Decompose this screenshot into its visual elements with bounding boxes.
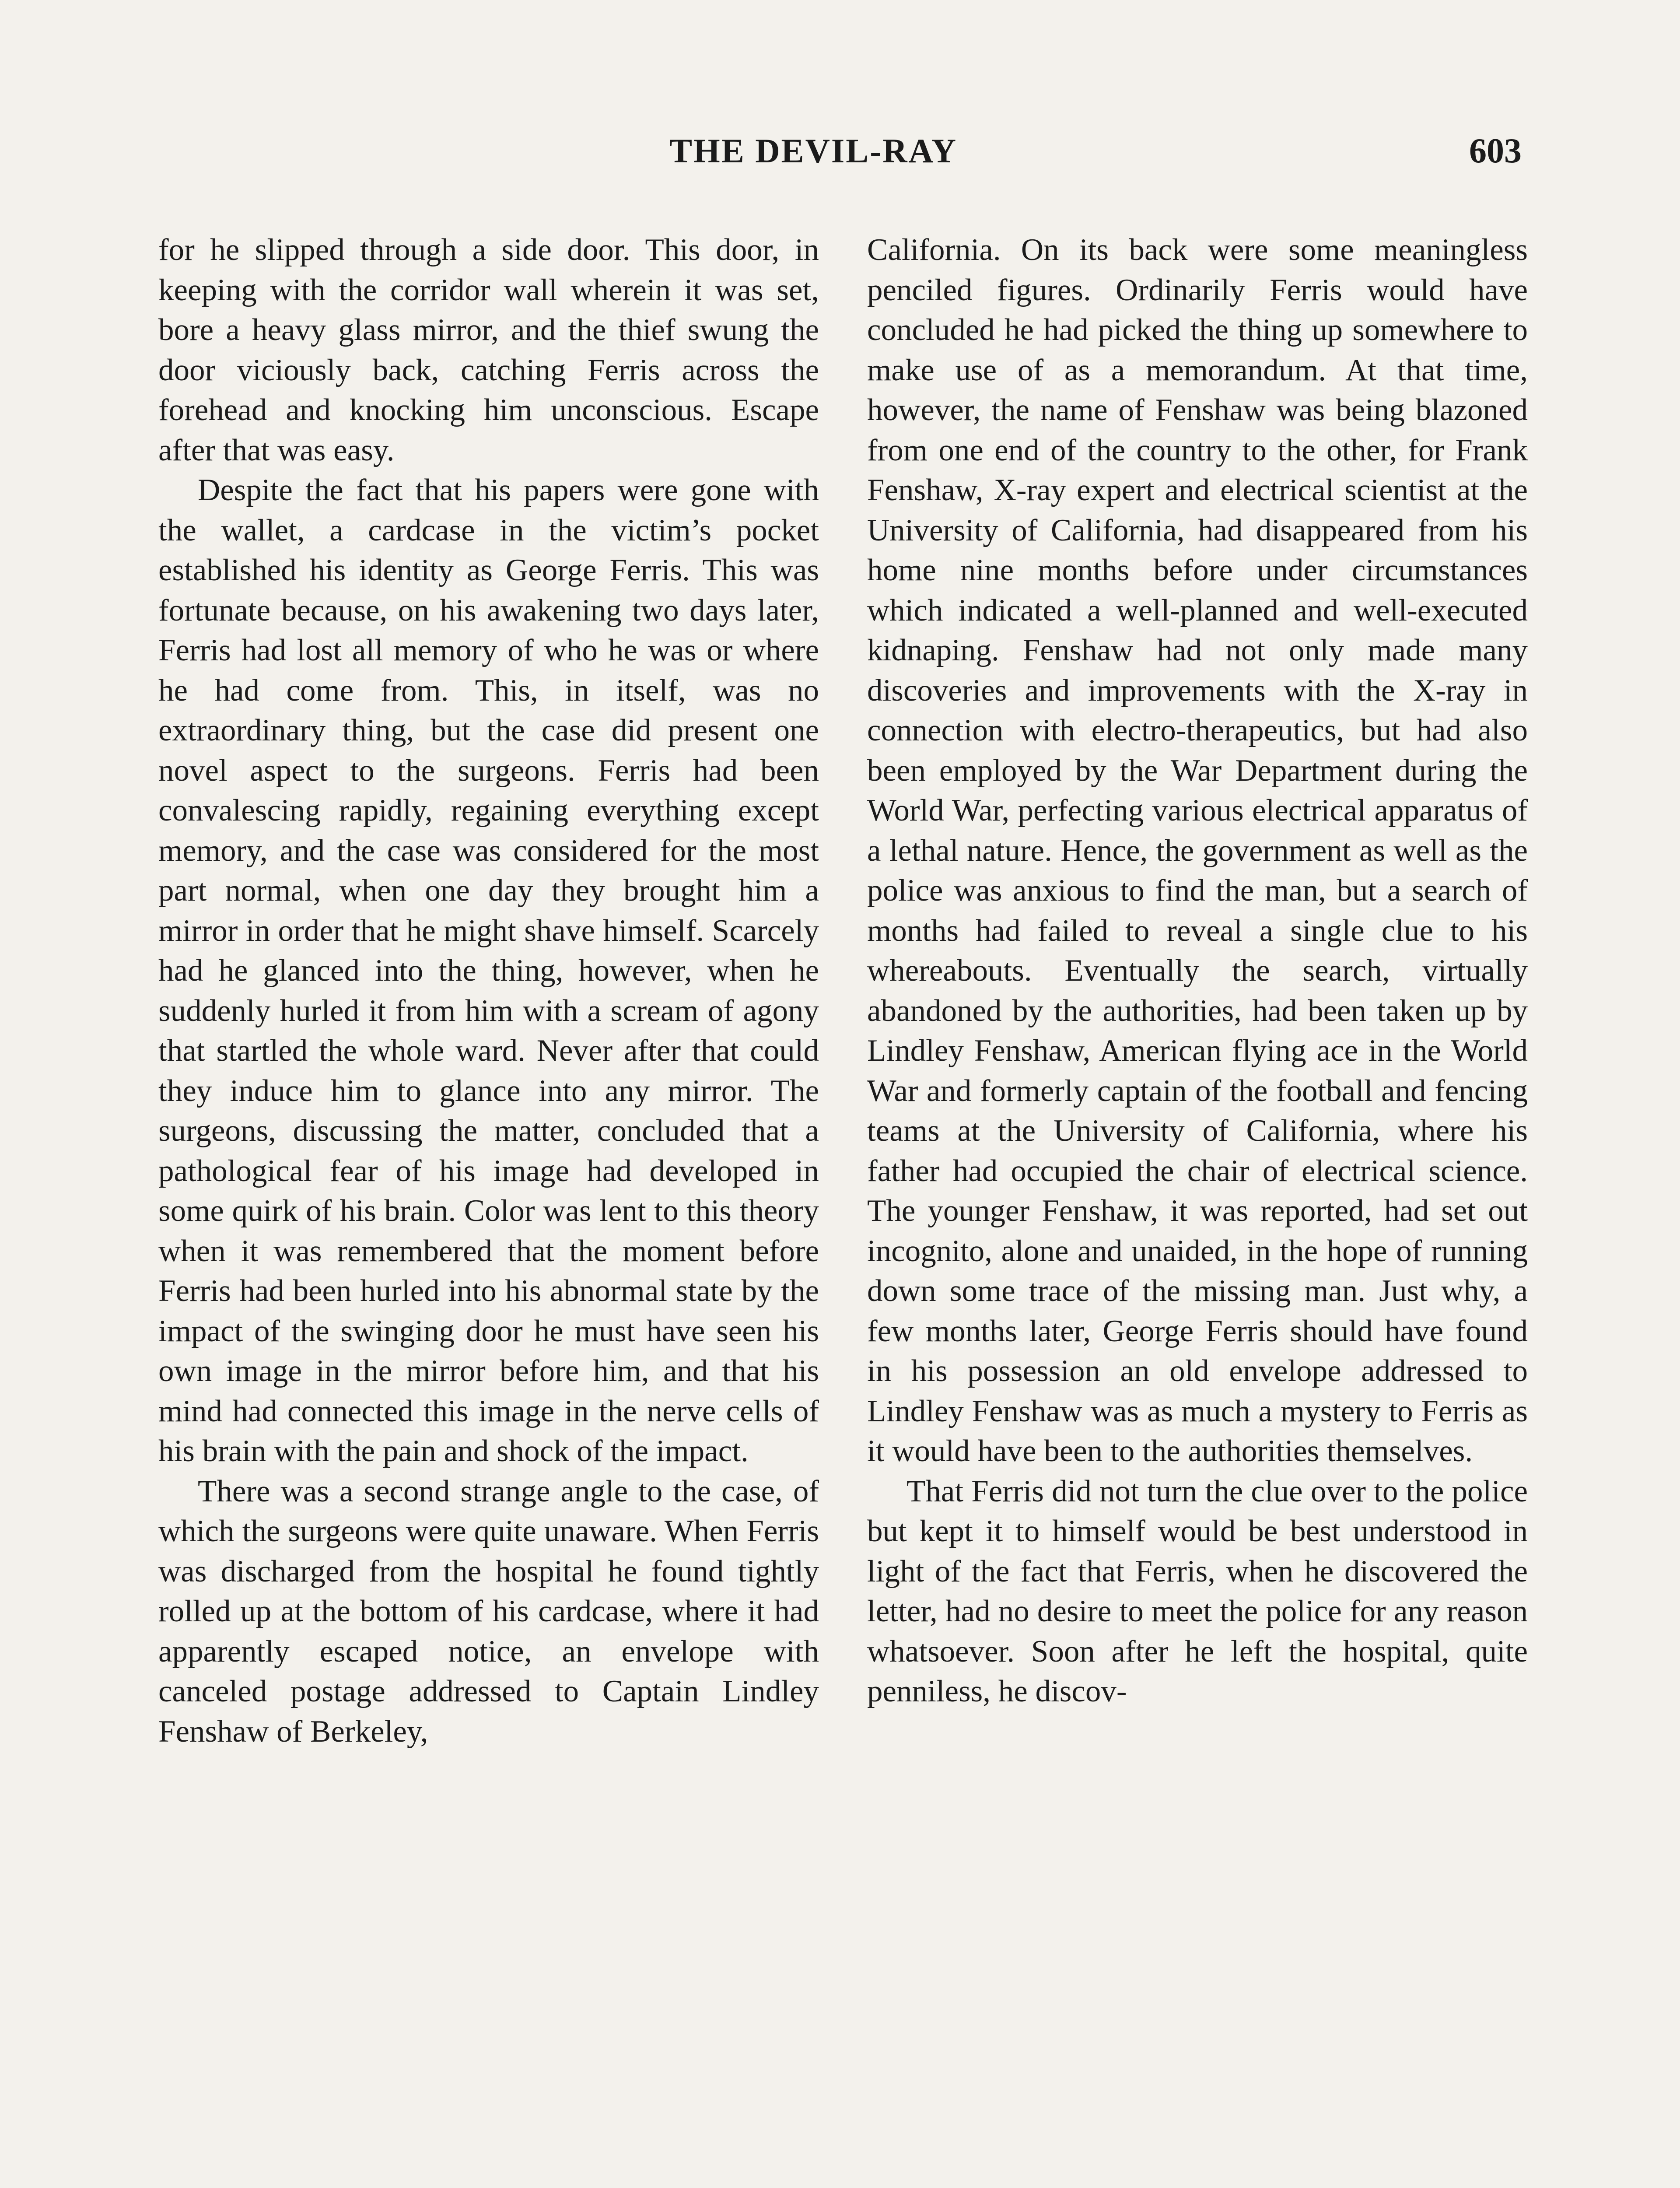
page-number: 603 (1469, 132, 1522, 170)
running-header (0, 131, 1680, 184)
paragraph: for he slipped through a side door. This door, in keeping with the corridor wall wherein it was set, bore a heavy glass mirror, and the thief swung the door viciously back, catching Ferris across the forehead and knocking him unconscious. Escape after that was easy. (158, 233, 819, 467)
text-column-left (158, 230, 819, 1752)
text-column-right (867, 230, 1528, 1712)
page-title: THE DEVIL-RAY (669, 132, 958, 170)
paragraph: California. On its back were some meaningless penciled figures. Ordinarily Ferris would have concluded he had picked the thing up somewhere to make use of as a memorandum. At that time, however, the name of Fenshaw was being blazoned from one end of the country to the other, for Frank Fenshaw, X-ray expert and electrical scientist at the University of California, had disappeared from his home nine months before under circumstances which indicated a well-planned and well-executed kidnaping. Fenshaw had not only made many discoveries and improvements with the X-ray in connection with electro-therapeutics, but had also been employed by the War Department during the World War, perfecting various electrical apparatus of a lethal nature. Hence, the government as well as the police was anxious to find the man, but a search of months had failed to reveal a single clue to his whereabouts. Eventually the search, virtually abandoned by the authorities, had been taken up by Lindley Fenshaw, American flying ace in the World War and formerly captain of the football and fencing teams at the University of California, where his father had occupied the chair of electrical science. The younger Fenshaw, it was reported, had set out incognito, alone and unaided, in the hope of running down some trace of the missing man. Just why, a few months later, George Ferris should have found in his possession an old envelope addressed to Lindley Fenshaw was as much a mystery to Ferris as it would have been to the authorities themselves. (867, 233, 1528, 1468)
paragraph: Despite the fact that his papers were gone with the wallet, a cardcase in the victim’s pocket established his identity as George Ferris. This was fortunate because, on his awakening two days later, Ferris had lost all memory of who he was or where he had come from. This, in itself, was no extraordinary thing, but the case did present one novel aspect to the surgeons. Ferris had been convalescing rapidly, regaining everything except memory, and the case was considered for the most part normal, when one day they brought him a mirror in order that he might shave himself. Scarcely had he glanced into the thing, however, when he suddenly hurled it from him with a scream of agony that startled the whole ward. Never after that could they induce him to glance into any mirror. The surgeons, discussing the matter, concluded that a pathological fear of his image had developed in some quirk of his brain. Color was lent to this theory when it was remembered that the moment before Ferris had been hurled into his abnormal state by the impact of the swinging door he must have seen his own image in the mirror before him, and that his mind had connected this image in the nerve cells of his brain with the pain and shock of the impact. (158, 473, 819, 1468)
paragraph: That Ferris did not turn the clue over to the police but kept it to himself would be best understood in light of the fact that Ferris, when he discovered the letter, had no desire to meet the police for any reason whatsoever. Soon after he left the hospital, quite penniless, he discov- (867, 1474, 1528, 1708)
paragraph: There was a second strange angle to the case, of which the surgeons were quite unaware. When Ferris was discharged from the hospital he found tightly rolled up at the bottom of his cardcase, where it had apparently escaped notice, an envelope with canceled postage addressed to Captain Lindley Fenshaw of Berkeley, (158, 1474, 819, 1749)
